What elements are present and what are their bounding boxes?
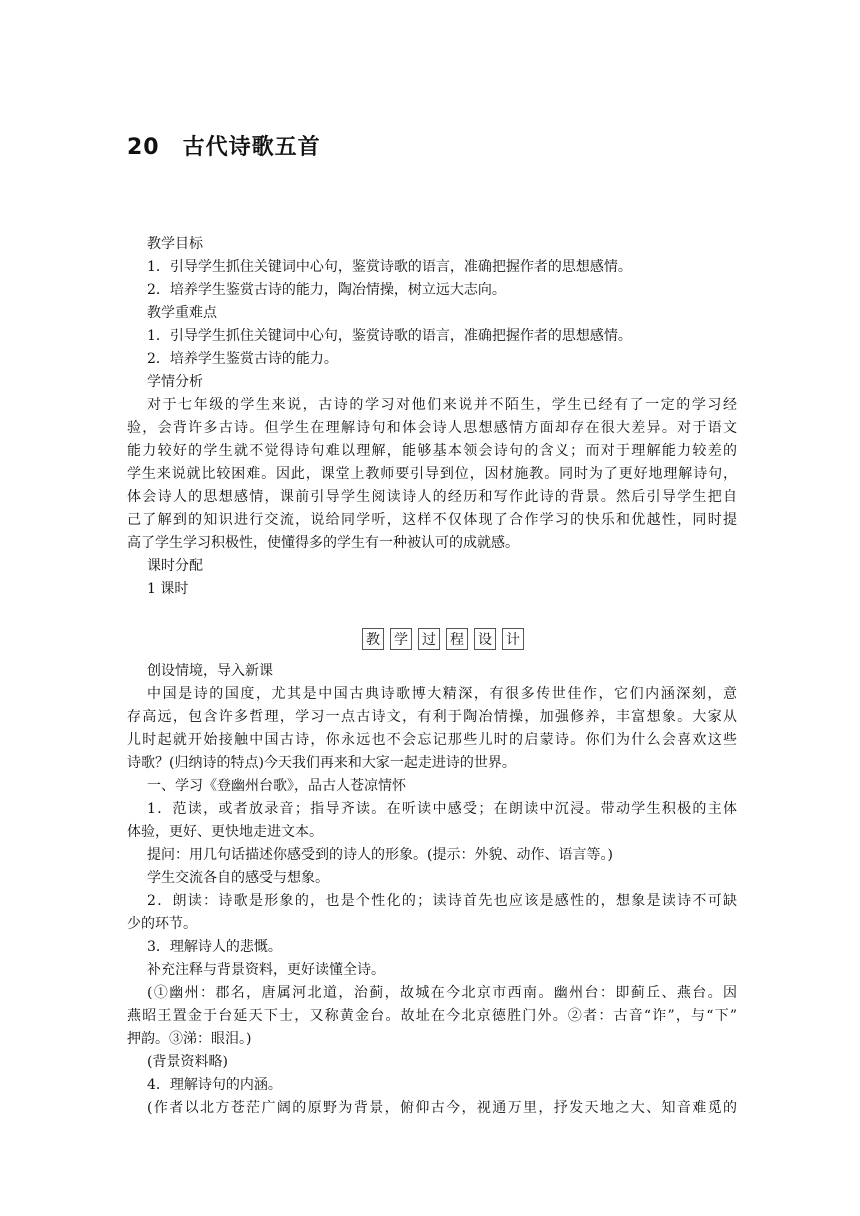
text-line: 对于七年级的学生来说，古诗的学习对他们来说并不陌生，学生已经有了一定的学习经	[147, 397, 737, 413]
text-line: 高了学生学习积极性，使懂得多的学生有一种被认可的成就感。	[127, 535, 519, 551]
banner-char: 教	[362, 628, 384, 650]
text-line: 课时分配	[147, 558, 203, 574]
text-line: 儿时起就开始接触中国古诗，你永远也不会忘记那些儿时的启蒙诗。你们为什么会喜欢这些	[127, 732, 737, 748]
text-line: 教学重难点	[147, 305, 217, 321]
teaching-overview-section	[127, 233, 737, 601]
text-line: 己了解到的知识进行交流，说给同学听，这样不仅体现了合作学习的快乐和优越性，同时提	[127, 512, 737, 528]
text-line: 一、学习《登幽州台歌》，品古人苍凉情怀	[147, 778, 406, 794]
text-line: 体会诗人的思想感情，课前引导学生阅读诗人的经历和写作此诗的背景。然后引导学生把自	[127, 489, 737, 505]
text-line: 补充注释与背景资料，更好读懂全诗。	[147, 962, 385, 978]
text-line: 燕昭王置金于台延天下士，又称黄金台。故址在今北京德胜门外。②者：古音“诈”，与“下”	[127, 1008, 737, 1024]
text-line: 学生交流各自的感受与想象。	[147, 870, 329, 886]
text-line: 2．培养学生鉴赏古诗的能力。	[147, 351, 338, 367]
text-line: 学情分析	[147, 374, 203, 390]
text-line: 1．引导学生抓住关键词中心句，鉴赏诗歌的语言，准确把握作者的思想感情。	[147, 259, 632, 275]
banner-char: 设	[474, 628, 496, 650]
text-line: 1 课时	[147, 581, 189, 597]
banner-char: 过	[418, 628, 440, 650]
text-line: 2．培养学生鉴赏古诗的能力，陶冶情操，树立远大志向。	[147, 282, 506, 298]
text-line: 4．理解诗句的内涵。	[147, 1077, 282, 1093]
text-line: (作者以北方苍茫广阔的原野为背景，俯仰古今，视通万里，抒发天地之大、知音难觅的	[147, 1100, 737, 1116]
text-line: 诗歌？(归纳诗的特点)今天我们再来和大家一起走进诗的世界。	[127, 755, 516, 771]
text-line: 能力较好的学生就不觉得诗句难以理解，能够基本领会诗句的含义；而对于理解能力较差的	[127, 443, 737, 459]
teaching-process-section	[127, 660, 737, 1120]
text-line: 押韵。③涕：眼泪。)	[127, 1031, 252, 1047]
text-line: 存高远，包含许多哲理，学习一点古诗文，有利于陶冶情操，加强修养，丰富想象。大家从	[127, 709, 737, 725]
text-line: 学生来说就比较困难。因此，课堂上教师要引导到位，因材施教。同时为了更好地理解诗句，	[127, 466, 737, 482]
text-line: 1．范读，或者放录音；指导齐读。在听读中感受；在朗读中沉浸。带动学生积极的主体	[147, 801, 737, 817]
text-line: (①幽州：郡名，唐属河北道，治蓟，故城在今北京市西南。幽州台：即蓟丘、燕台。因	[147, 985, 737, 1001]
lesson-title: 20 古代诗歌五首	[127, 135, 321, 160]
text-line: 验，会背许多古诗。但学生在理解诗句和体会诗人思想感情方面却存在很大差异。对于语文	[127, 420, 737, 436]
banner-char: 程	[446, 628, 468, 650]
text-line: 中国是诗的国度，尤其是中国古典诗歌博大精深，有很多传世佳作，它们内涵深刻，意	[147, 686, 737, 702]
text-line: 创设情境，导入新课	[147, 663, 273, 679]
text-line: 1．引导学生抓住关键词中心句，鉴赏诗歌的语言，准确把握作者的思想感情。	[147, 328, 632, 344]
teaching-process-banner	[362, 628, 524, 650]
text-line: 体验，更好、更快地走进文本。	[127, 824, 323, 840]
text-line: 教学目标	[147, 236, 203, 252]
text-line: 少的环节。	[127, 916, 197, 932]
text-line: 提问：用几句话描述你感受到的诗人的形象。(提示：外貌、动作、语言等。)	[147, 847, 613, 863]
banner-char: 计	[502, 628, 524, 650]
text-line: 3．理解诗人的悲慨。	[147, 939, 282, 955]
text-line: (背景资料略)	[147, 1054, 228, 1070]
text-line: 2．朗读：诗歌是形象的，也是个性化的；读诗首先也应该是感性的，想象是读诗不可缺	[147, 893, 737, 909]
banner-char: 学	[390, 628, 412, 650]
